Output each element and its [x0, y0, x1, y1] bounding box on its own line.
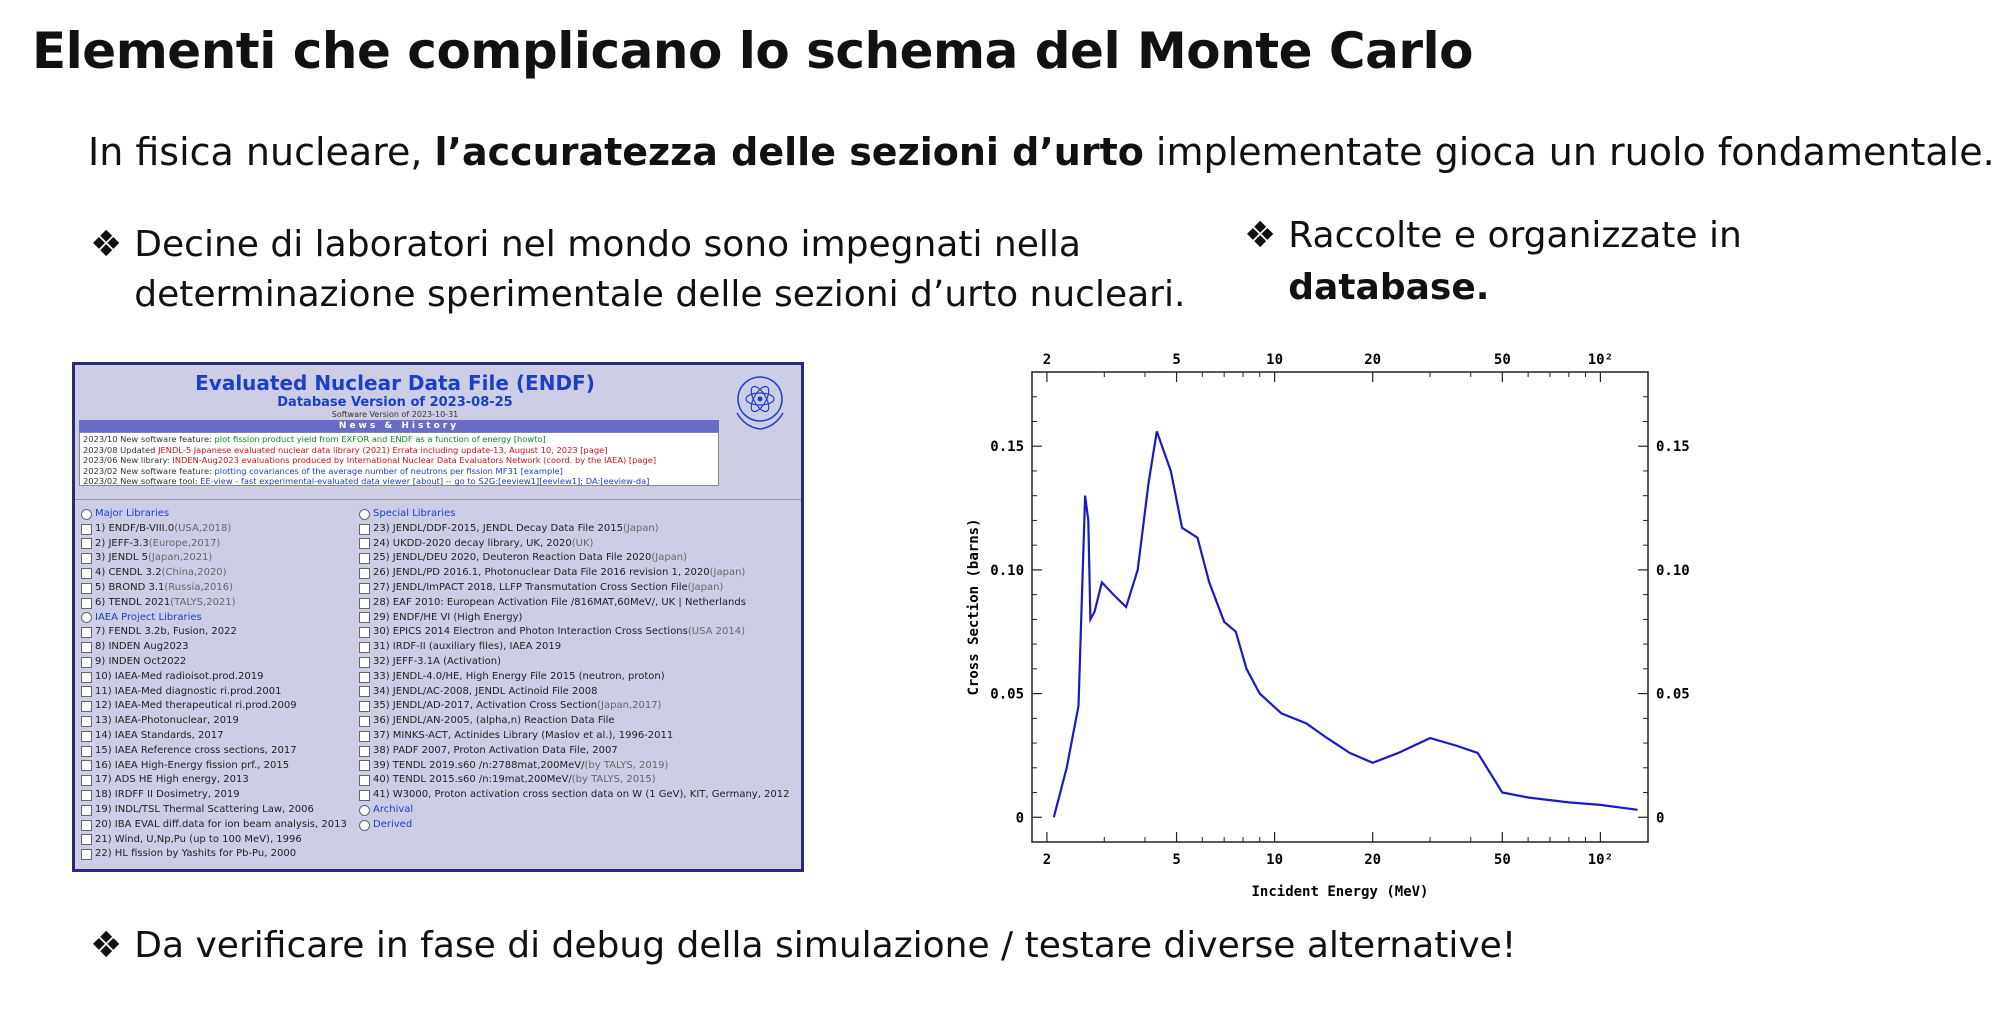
library-item-label: 3) JENDL 5: [95, 552, 149, 564]
library-item[interactable]: [81, 551, 347, 566]
library-checkbox[interactable]: [81, 568, 92, 579]
intro-pre: In fisica nucleare,: [88, 130, 435, 174]
library-item[interactable]: [81, 833, 347, 848]
library-item[interactable]: [359, 640, 790, 655]
library-item-label: 16) IAEA High-Energy fission prf., 2015: [95, 759, 290, 771]
news-link[interactable]: plotting covariances of the average number of neutrons per fission MF31 [example]: [214, 465, 563, 476]
library-group-label: Special Libraries: [373, 508, 456, 519]
intro-bold: l’accuratezza delle sezioni d’urto: [434, 130, 1144, 174]
library-item[interactable]: [81, 581, 347, 596]
library-group-label: Major Libraries: [95, 508, 170, 519]
library-item-label: 9) INDEN Oct2022: [95, 655, 187, 667]
news-item: [83, 466, 715, 477]
x-tick-label: 20: [1364, 852, 1382, 868]
library-item-note: (Japan): [687, 581, 724, 593]
library-item[interactable]: [81, 522, 347, 537]
news-date: 2023/02 New software tool:: [83, 476, 201, 486]
library-checkbox[interactable]: [359, 790, 370, 801]
library-item[interactable]: [81, 699, 347, 714]
library-checkbox[interactable]: [81, 657, 92, 668]
iaea-logo-icon: [725, 369, 795, 433]
library-item[interactable]: [81, 773, 347, 788]
library-checkbox[interactable]: [359, 583, 370, 594]
library-item[interactable]: [359, 625, 790, 640]
library-item-note: (TALYS,2021): [170, 596, 236, 608]
library-group-label: Archival: [373, 803, 414, 815]
x-tick-label-top: 10: [1266, 352, 1284, 368]
x-tick-label: 10²: [1587, 852, 1614, 868]
divider: [75, 499, 801, 500]
library-item[interactable]: [359, 729, 790, 744]
library-item[interactable]: [81, 566, 347, 581]
library-item[interactable]: [359, 744, 790, 759]
library-item-label: 24) UKDD-2020 decay library, UK, 2020: [373, 537, 572, 549]
diamond-bullet-icon: ❖: [90, 224, 123, 265]
endf-database-screenshot: [72, 362, 804, 872]
x-tick-label: 50: [1493, 852, 1511, 868]
library-checkbox[interactable]: [359, 568, 370, 579]
y-tick-label-right: 0.05: [1656, 686, 1690, 703]
news-link[interactable]: plot fission product yield from EXFOR and ENDF as a function of energy [howto]: [214, 434, 546, 444]
library-item-label: 12) IAEA-Med therapeutical ri.prod.2009: [95, 700, 297, 712]
news-list: [79, 432, 719, 486]
intro-text: [88, 130, 1995, 174]
library-item-label: 21) Wind, U,Np,Pu (up to 100 MeV), 1996: [95, 833, 302, 845]
library-item[interactable]: [81, 596, 347, 611]
library-checkbox[interactable]: [359, 775, 370, 786]
library-item[interactable]: [81, 729, 347, 744]
news-link[interactable]: JENDL-5 Japanese evaluated nuclear data library (2021) Errata including update-13, August 10, 2023 [page]: [158, 444, 608, 455]
bullet2-line2: database.: [1288, 267, 1490, 308]
news-item: [83, 455, 715, 466]
library-item[interactable]: [359, 759, 790, 774]
library-item-label: 4) CENDL 3.2: [95, 567, 162, 579]
library-checkbox[interactable]: [359, 553, 370, 564]
bullet1-line2: determinazione sperimentale delle sezioni d’urto nucleari.: [134, 274, 1186, 315]
library-item-note: (Japan,2021): [148, 552, 213, 564]
library-checkbox[interactable]: [81, 775, 92, 786]
library-item-label: 8) INDEN Aug2023: [95, 641, 189, 653]
library-item[interactable]: [359, 699, 790, 714]
library-checkbox[interactable]: [81, 627, 92, 638]
library-item-note: (Japan,2017): [597, 700, 662, 712]
library-item[interactable]: [359, 551, 790, 566]
bullet-laboratories-text: [134, 220, 1185, 320]
library-item[interactable]: [81, 537, 347, 552]
library-checkbox[interactable]: [81, 746, 92, 757]
library-item[interactable]: [359, 596, 790, 611]
group-radio[interactable]: [81, 612, 92, 623]
library-item-label: 30) EPICS 2014 Electron and Photon Interaction Cross Sections: [373, 626, 688, 638]
library-item[interactable]: [81, 788, 347, 803]
library-item[interactable]: [359, 655, 790, 670]
library-item[interactable]: [359, 566, 790, 581]
library-item-label: 38) PADF 2007, Proton Activation Data File, 2007: [373, 744, 618, 756]
library-item-label: 29) ENDF/HE VI (High Energy): [373, 611, 523, 623]
news-date: 2023/10 New software feature:: [83, 434, 215, 444]
library-list-right: [359, 507, 790, 833]
library-item-label: 7) FENDL 3.2b, Fusion, 2022: [95, 626, 237, 638]
library-item[interactable]: [81, 744, 347, 759]
library-checkbox[interactable]: [81, 731, 92, 742]
y-tick-label: 0.05: [990, 686, 1024, 703]
library-checkbox[interactable]: [81, 849, 92, 860]
library-checkbox[interactable]: [359, 598, 370, 609]
library-item-note: (by TALYS, 2015): [571, 774, 656, 786]
library-item-label: 39) TENDL 2019.s60 /n:2788mat,200MeV/: [373, 759, 585, 771]
library-item-label: 15) IAEA Reference cross sections, 2017: [95, 744, 297, 756]
news-link[interactable]: INDEN-Aug2023 evaluations produced by International Nuclear Data Evaluators Network (coord. by the IAEA) [page]: [172, 455, 657, 465]
library-item-label: 32) JEFF-3.1A (Activation): [373, 655, 501, 667]
news-date: 2023/08 Updated: [83, 444, 159, 455]
library-checkbox[interactable]: [81, 834, 92, 845]
library-checkbox[interactable]: [81, 524, 92, 535]
endf-title: Evaluated Nuclear Data File (ENDF): [195, 371, 595, 395]
library-item-label: 14) IAEA Standards, 2017: [95, 729, 224, 741]
library-checkbox[interactable]: [81, 672, 92, 683]
library-item-label: 23) JENDL/DDF-2015, JENDL Decay Data File 2015: [373, 522, 623, 534]
library-item-label: 1) ENDF/B-VIII.0: [95, 522, 175, 534]
library-item-note: (China,2020): [161, 567, 227, 579]
library-item-note: (Japan): [622, 522, 659, 534]
library-item-label: 20) IBA EVAL diff.data for ion beam analysis, 2013: [95, 818, 347, 830]
news-item: [83, 434, 715, 445]
library-item-label: 22) HL fission by Yashits for Pb-Pu, 2000: [95, 848, 297, 860]
library-checkbox[interactable]: [81, 538, 92, 549]
library-group[interactable]: [359, 507, 790, 522]
library-item-label: 17) ADS HE High energy, 2013: [95, 774, 249, 786]
library-checkbox[interactable]: [359, 716, 370, 727]
library-checkbox[interactable]: [359, 731, 370, 742]
library-group-label: Derived: [373, 818, 413, 830]
library-item[interactable]: [359, 773, 790, 788]
group-radio[interactable]: [359, 509, 370, 520]
bullet-database-text: [1288, 210, 1742, 314]
x-tick-label-top: 50: [1493, 352, 1511, 368]
library-checkbox[interactable]: [359, 746, 370, 757]
group-radio[interactable]: [359, 820, 370, 831]
library-checkbox[interactable]: [81, 598, 92, 609]
library-checkbox[interactable]: [359, 686, 370, 697]
news-date: 2023/06 New library:: [83, 455, 173, 465]
library-item-label: 35) JENDL/AD-2017, Activation Cross Section: [373, 700, 598, 712]
library-item-note: (Russia,2016): [164, 581, 233, 593]
library-checkbox[interactable]: [359, 672, 370, 683]
plot-frame: [1032, 372, 1648, 842]
library-item[interactable]: [81, 685, 347, 700]
library-item[interactable]: [81, 625, 347, 640]
library-checkbox[interactable]: [81, 820, 92, 831]
library-checkbox[interactable]: [359, 612, 370, 623]
library-item[interactable]: [359, 670, 790, 685]
library-checkbox[interactable]: [359, 524, 370, 535]
library-item-label: 10) IAEA-Med radioisot.prod.2019: [95, 670, 264, 682]
library-item-label: 27) JENDL/ImPACT 2018, LLFP Transmutation Cross Section File: [373, 581, 688, 593]
library-checkbox[interactable]: [81, 701, 92, 712]
library-group[interactable]: [81, 507, 347, 522]
x-tick-label: 10: [1266, 852, 1284, 868]
library-item[interactable]: [81, 759, 347, 774]
library-item[interactable]: [359, 522, 790, 537]
library-item[interactable]: [81, 847, 347, 862]
news-date: 2023/02 New software feature:: [83, 465, 215, 476]
library-item-label: 33) JENDL-4.0/HE, High Energy File 2015 (neutron, proton): [373, 670, 665, 682]
library-group[interactable]: [359, 818, 790, 833]
y-axis-label: Cross Section (barns): [966, 518, 982, 696]
library-group[interactable]: [359, 803, 790, 818]
cross-section-chart: [960, 340, 1760, 910]
y-tick-label-right: 0.15: [1656, 439, 1690, 456]
library-group[interactable]: [81, 611, 347, 626]
y-tick-label: 0: [1015, 810, 1024, 827]
library-item-note: (USA,2018): [174, 522, 232, 534]
bullet2-line1: Raccolte e organizzate in: [1288, 215, 1742, 256]
library-checkbox[interactable]: [359, 701, 370, 712]
library-item-label: 34) JENDL/AC-2008, JENDL Actinoid File 2008: [373, 685, 598, 697]
library-checkbox[interactable]: [359, 642, 370, 653]
y-tick-label: 0.10: [990, 562, 1024, 579]
bullet-debug-text: Da verificare in fase di debug della simulazione / testare diverse alternative!: [134, 925, 1517, 966]
library-checkbox[interactable]: [81, 716, 92, 727]
library-item[interactable]: [81, 655, 347, 670]
library-checkbox[interactable]: [359, 760, 370, 771]
library-checkbox[interactable]: [81, 686, 92, 697]
library-item-label: 5) BROND 3.1: [95, 581, 165, 593]
library-list-left: [81, 507, 347, 862]
library-item-note: (by TALYS, 2019): [584, 759, 669, 771]
library-item-note: (Japan): [709, 567, 746, 579]
library-group-label: IAEA Project Libraries: [95, 611, 202, 623]
diamond-bullet-icon: ❖: [90, 925, 123, 966]
news-link[interactable]: EE-view - fast experimental-evaluated data viewer [about] -- go to S2G:[eeview1][eeview1]; DA:[eeview-da]: [200, 476, 650, 486]
x-tick-label-top: 2: [1042, 352, 1052, 368]
library-item-label: 11) IAEA-Med diagnostic ri.prod.2001: [95, 685, 282, 697]
x-axis-label: Incident Energy (MeV): [1251, 884, 1429, 900]
library-checkbox[interactable]: [81, 760, 92, 771]
x-tick-label-top: 5: [1172, 352, 1181, 368]
library-checkbox[interactable]: [359, 657, 370, 668]
library-item-label: 18) IRDFF II Dosimetry, 2019: [95, 789, 240, 801]
library-checkbox[interactable]: [81, 553, 92, 564]
y-tick-label: 0.15: [990, 439, 1024, 456]
library-item[interactable]: [359, 581, 790, 596]
library-item-note: (Europe,2017): [148, 537, 221, 549]
library-checkbox[interactable]: [81, 790, 92, 801]
library-item[interactable]: [81, 818, 347, 833]
library-item-label: 28) EAF 2010: European Activation File /816MAT,60MeV/, UK | Netherlands: [373, 596, 746, 608]
library-item-label: 41) W3000, Proton activation cross section data on W (1 GeV), KIT, Germany, 2012: [373, 789, 790, 801]
library-checkbox[interactable]: [81, 642, 92, 653]
library-item-label: 2) JEFF-3.3: [95, 537, 149, 549]
x-tick-label: 5: [1172, 852, 1181, 868]
library-item[interactable]: [359, 714, 790, 729]
library-item[interactable]: [81, 803, 347, 818]
intro-post: implementate gioca un ruolo fondamentale.: [1143, 130, 1995, 174]
library-item-note: (Japan): [651, 552, 688, 564]
slide-title: Elementi che complicano lo schema del Monte Carlo: [32, 22, 1474, 80]
bullet1-line1: Decine di laboratori nel mondo sono impegnati nella: [134, 224, 1081, 265]
x-tick-label-top: 20: [1364, 352, 1382, 368]
library-item[interactable]: [81, 640, 347, 655]
library-item[interactable]: [81, 670, 347, 685]
y-tick-label-right: 0.10: [1656, 562, 1690, 579]
bullet-debug: [90, 925, 1516, 966]
library-checkbox[interactable]: [81, 583, 92, 594]
group-radio[interactable]: [81, 509, 92, 520]
y-tick-label-right: 0: [1656, 810, 1665, 827]
endf-software-version: Software Version of 2023-10-31: [331, 410, 459, 419]
news-history-header: News & History: [79, 420, 719, 432]
library-item[interactable]: [359, 685, 790, 700]
library-checkbox[interactable]: [81, 805, 92, 816]
x-tick-label: 2: [1042, 852, 1052, 868]
news-item: [83, 445, 715, 456]
library-item-label: 6) TENDL 2021: [95, 596, 171, 608]
news-item: [83, 476, 715, 487]
group-radio[interactable]: [359, 805, 370, 816]
library-item-label: 25) JENDL/DEU 2020, Deuteron Reaction Data File 2020: [373, 552, 652, 564]
library-item-label: 26) JENDL/PD 2016.1, Photonuclear Data File 2016 revision 1, 2020: [373, 567, 710, 579]
library-checkbox[interactable]: [359, 627, 370, 638]
library-item[interactable]: [81, 714, 347, 729]
library-item-note: (UK): [571, 537, 594, 549]
diamond-bullet-icon: ❖: [1244, 215, 1277, 256]
bullet-database: [1244, 210, 1742, 314]
library-item-note: (USA 2014): [687, 626, 745, 638]
library-item-label: 31) IRDF-II (auxiliary files), IAEA 2019: [373, 641, 562, 653]
library-item-label: 37) MINKS-ACT, Actinides Library (Maslov et al.), 1996-2011: [373, 729, 674, 741]
library-item[interactable]: [359, 537, 790, 552]
library-item-label: 40) TENDL 2015.s60 /n:19mat,200MeV/: [373, 774, 572, 786]
x-tick-label-top: 10²: [1587, 352, 1614, 368]
library-item-label: 19) INDL/TSL Thermal Scattering Law, 2006: [95, 803, 314, 815]
endf-version: Database Version of 2023-08-25: [277, 395, 513, 410]
library-item-label: 13) IAEA-Photonuclear, 2019: [95, 715, 239, 727]
library-checkbox[interactable]: [359, 538, 370, 549]
library-item-label: 36) JENDL/AN-2005, (alpha,n) Reaction Data File: [373, 715, 615, 727]
bullet-laboratories: [90, 220, 1185, 320]
library-item[interactable]: [359, 611, 790, 626]
library-item[interactable]: [359, 788, 790, 803]
